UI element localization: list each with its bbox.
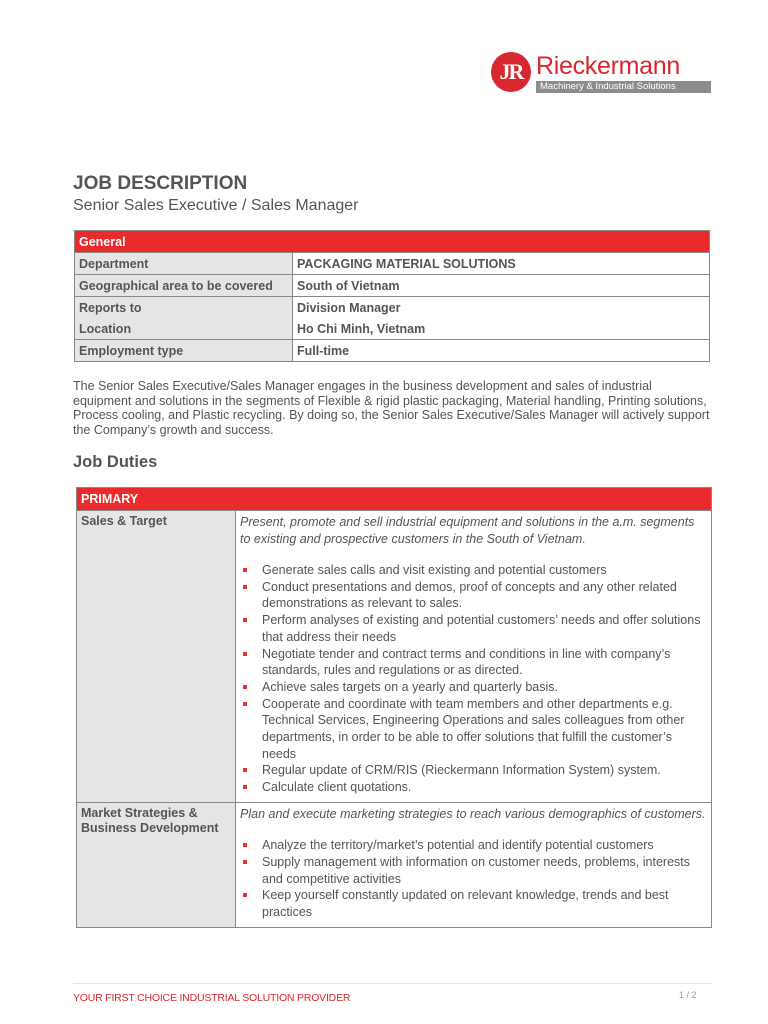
duties-header: PRIMARY — [77, 488, 712, 511]
section-lead: Plan and execute marketing strategies to reach various demographics of customers. — [240, 806, 706, 821]
footer-divider — [73, 983, 713, 984]
row-value: Full-time — [293, 340, 710, 362]
row-label: Geographical area to be covered — [75, 275, 293, 297]
table-row — [75, 253, 710, 275]
row-label: Location — [75, 318, 293, 340]
row-value: Division Manager — [293, 297, 710, 319]
general-info-table — [74, 230, 710, 362]
list-item: Regular update of CRM/RIS (Rieckermann Information System) system. — [262, 762, 707, 779]
list-item: Conduct presentations and demos, proof of concepts and any other related demonstrations as relevant to sales. — [262, 579, 707, 612]
table-row — [75, 297, 710, 319]
footer-slogan: YOUR FIRST CHOICE INDUSTRIAL SOLUTION PROVIDER — [73, 992, 351, 1004]
list-item: Keep yourself constantly updated on relevant knowledge, trends and best practices — [262, 887, 707, 920]
section-body — [236, 511, 712, 803]
list-item: Generate sales calls and visit existing and potential customers — [262, 562, 707, 579]
list-item: Analyze the territory/market’s potential and identify potential customers — [262, 837, 707, 854]
page-number: 1 / 2 — [679, 990, 697, 1000]
job-duties-heading: Job Duties — [73, 453, 158, 471]
duty-section-market — [77, 802, 712, 927]
list-item: Cooperate and coordinate with team members and other departments e.g. Technical Services, Engineering Operations and sales colleagues from other departments, in order to be able to offer solutions that fulfill the customer’s needs — [262, 696, 707, 763]
intro-paragraph: The Senior Sales Executive/Sales Manager engages in the business development and sales of industrial equipment and solutions in the segments of Flexible & rigid plastic packaging, Material handling, Printing solutions, Process cooling, and Plastic recycling. By doing so, the Senior Sales Executive/Sales Manager will actively support the Company’s growth and success. — [73, 379, 710, 437]
section-lead: Present, promote and sell industrial equipment and solutions in the a.m. segments to existing and prospective customers in the South of Vietnam. — [240, 515, 695, 546]
row-value: PACKAGING MATERIAL SOLUTIONS — [293, 253, 710, 275]
duties-header-row — [77, 488, 712, 511]
duty-list — [240, 562, 707, 796]
logo-name: Rieckermann — [536, 52, 680, 80]
list-item: Achieve sales targets on a yearly and quarterly basis. — [262, 679, 707, 696]
duty-list — [240, 837, 707, 921]
general-header: General — [75, 231, 710, 253]
table-row — [75, 318, 710, 340]
row-value: Ho Chi Minh, Vietnam — [293, 318, 710, 340]
list-item: Calculate client quotations. — [262, 779, 707, 796]
row-label: Department — [75, 253, 293, 275]
logo-mark: JR — [491, 52, 531, 92]
section-label: Market Strategies & Business Development — [77, 802, 236, 927]
list-item: Supply management with information on customer needs, problems, interests and competitive activities — [262, 854, 707, 887]
list-item: Perform analyses of existing and potential customers’ needs and offer solutions that address their needs — [262, 612, 707, 645]
row-value: South of Vietnam — [293, 275, 710, 297]
logo-tagline: Machinery & Industrial Solutions — [536, 81, 711, 93]
row-label: Reports to — [75, 297, 293, 319]
section-body — [236, 802, 712, 927]
duty-section-sales — [77, 511, 712, 803]
row-label: Employment type — [75, 340, 293, 362]
document-title: JOB DESCRIPTION — [73, 173, 248, 194]
section-label: Sales & Target — [77, 511, 236, 803]
general-header-row — [75, 231, 710, 253]
table-row — [75, 340, 710, 362]
company-logo — [491, 52, 715, 96]
document-subtitle: Senior Sales Executive / Sales Manager — [73, 197, 359, 214]
list-item: Negotiate tender and contract terms and conditions in line with company’s standards, rules and regulations or as directed. — [262, 646, 707, 679]
job-duties-table — [76, 487, 712, 928]
table-row — [75, 275, 710, 297]
